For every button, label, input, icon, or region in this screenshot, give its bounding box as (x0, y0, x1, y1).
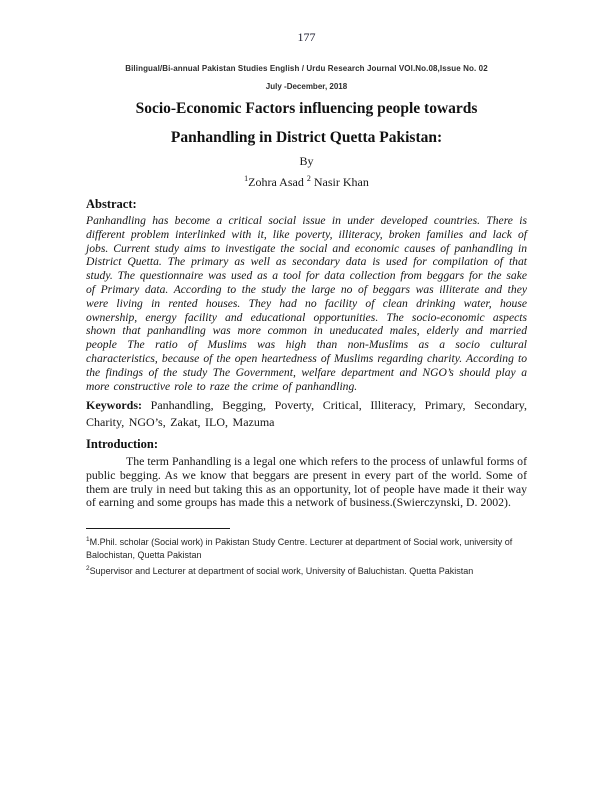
author1-name: Zohra Asad (248, 175, 304, 189)
keywords-list: Panhandling, Begging, Poverty, Critical, Illiteracy, Primary, Secondary, Charity, NGO’s, Zakat, ILO, Mazuma (86, 398, 528, 429)
page-number: 177 (297, 30, 316, 44)
author2-name: Nasir Khan (313, 175, 369, 189)
introduction-body: The term Panhandling is a legal one which refers to the process of unlawful forms of public begging. As we know that beggars are present in every part of the world. Some of them are truly in need but taking this as an opportunity, lot of people have made it their way of earning and some groups has made this a network of business.(Swierczynski, D. 2002). (86, 454, 527, 510)
paper-title-line1: Socio-Economic Factors influencing people towards (135, 100, 478, 117)
authors-line (86, 171, 527, 190)
introduction-heading: Introduction: (86, 437, 159, 452)
footnotes-section (86, 528, 527, 578)
paper-title-line2: Panhandling in District Quetta Pakistan: (170, 129, 443, 146)
author2-footnote-marker: 2 (306, 174, 311, 183)
footnote-2-text: Supervisor and Lecturer at department of social work, University of Baluchistan. Quetta Pakistan (89, 566, 474, 577)
footnote-2-marker: 2 (86, 565, 90, 573)
issue-date-line: July -December, 2018 (265, 82, 348, 91)
abstract-heading: Abstract: (86, 197, 137, 211)
paper-title (86, 94, 527, 152)
keywords-paragraph (86, 397, 527, 430)
footnote-1-text: M.Phil. scholar (Social work) in Pakistan Study Centre. Lecturer at department of Social work, university of Balochistan, Quetta Pakistan (86, 537, 513, 561)
journal-header: Bilingual/Bi-annual Pakistan Studies English / Urdu Research Journal VOl.No.08,Issue No. 02 (125, 64, 488, 73)
footnote-separator-line (86, 528, 230, 529)
byline-by: By (299, 154, 314, 168)
footnote-1 (86, 533, 527, 562)
abstract-body: Panhandling has become a critical social issue in under developed countries. There is different problem interlinked with it, like poverty, illiteracy, broken families and lack of jobs. Current study aims to investigate the social and economic causes of panhandling in District Quetta. The primary as well as secondary data is used for compilation of that study. The questionnaire was used as a tool for data collection from beggars for the sake of Primary data. According to the study the large no of beggars was illiterate and they were living in rented houses. They had no facility of clean drinking water, house ownership, energy facility and educational opportunities. The socio-economic aspects shown that panhandling was more common in uneducated males, elderly and married people The ratio of Muslims was high than non-Muslims as a socio cultural characteristics, because of the open heartedness of Muslims regarding charity. According to the findings of the study The Government, welfare department and NGO’s should play a more constructive role to raze the crime of panhandling. (86, 214, 527, 393)
keywords-label: Keywords: (86, 398, 142, 413)
author1-footnote-marker: 1 (244, 174, 249, 183)
footnote-2 (86, 562, 527, 578)
footnote-1-marker: 1 (86, 536, 90, 544)
